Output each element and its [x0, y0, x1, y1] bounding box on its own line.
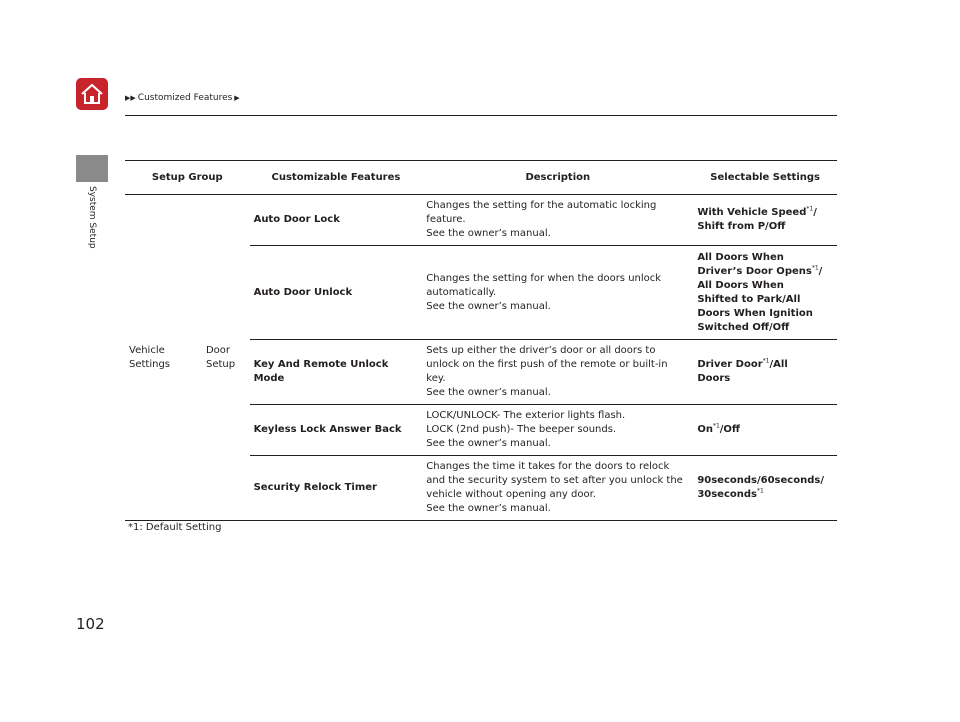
selectable-settings	[693, 246, 837, 340]
selectable-settings	[693, 340, 837, 405]
description-line: See the owner’s manual.	[426, 503, 551, 514]
setting-line	[697, 358, 833, 372]
setting-text: With Vehicle Speed	[697, 207, 807, 218]
breadcrumb-item[interactable]: Customized Features	[137, 93, 233, 103]
description-line: Changes the setting for the automatic locking	[426, 200, 657, 211]
setting-line	[697, 206, 833, 220]
footnote: *1: Default Setting	[128, 522, 222, 533]
setting-text: Driver Door	[697, 359, 763, 370]
setting-text: All Doors When	[697, 279, 784, 291]
setting-line	[697, 279, 833, 293]
setting-text: 30seconds	[697, 489, 757, 500]
header-rule	[125, 115, 837, 116]
header-customizable-features: Customizable Features	[250, 161, 423, 195]
description-line: key.	[426, 373, 446, 384]
feature-name: Auto Door Unlock	[250, 246, 423, 340]
description-line: vehicle without opening any door.	[426, 489, 596, 500]
selectable-settings	[693, 195, 837, 246]
section-tab[interactable]	[76, 155, 108, 182]
setting-text: Shifted to Park/All	[697, 293, 801, 305]
breadcrumb[interactable]	[125, 93, 240, 103]
default-marker: *1	[811, 264, 819, 272]
feature-name: Auto Door Lock	[250, 195, 423, 246]
customizable-features-table	[125, 160, 837, 521]
setting-text: Doors When Ignition	[697, 307, 813, 319]
feature-description	[422, 456, 693, 521]
home-button[interactable]	[76, 78, 108, 110]
selectable-settings	[693, 405, 837, 456]
breadcrumb-arrow-icon: ▶▶	[125, 94, 136, 102]
setting-line	[697, 293, 833, 307]
setup-subgroup-cell: Door Setup	[202, 195, 250, 521]
setting-line	[697, 474, 833, 488]
selectable-settings	[693, 456, 837, 521]
setting-text: Switched Off/Off	[697, 321, 790, 333]
description-line: See the owner’s manual.	[426, 228, 551, 239]
feature-description	[422, 246, 693, 340]
setting-separator: /All	[769, 359, 788, 370]
description-line: automatically.	[426, 286, 497, 298]
feature-name: Security Relock Timer	[250, 456, 423, 521]
description-line: See the owner’s manual.	[426, 300, 551, 312]
setting-text: Driver’s Door Opens	[697, 265, 812, 277]
description-line: LOCK (2nd push)- The beeper sounds.	[426, 424, 617, 435]
setup-group-cell: Vehicle Settings	[125, 195, 202, 521]
feature-description	[422, 405, 693, 456]
description-line: Sets up either the driver’s door or all doors to	[426, 345, 656, 356]
description-line: and the security system to set after you unlock the	[426, 475, 683, 486]
breadcrumb-arrow-icon: ▶	[234, 94, 240, 102]
setting-text: Doors	[697, 373, 731, 384]
description-line: feature.	[426, 214, 466, 225]
description-line: unlock on the first push of the remote or built-in	[426, 359, 668, 370]
setting-text: 90seconds/60seconds/	[697, 475, 824, 486]
setting-text: Shift from P/Off	[697, 221, 786, 232]
setting-separator: /	[818, 265, 823, 277]
description-line: Changes the setting for when the doors unlock	[426, 272, 662, 284]
setting-text: On	[697, 424, 713, 435]
setting-separator: /Off	[719, 424, 741, 435]
description-line: See the owner’s manual.	[426, 387, 551, 398]
default-marker: *1	[806, 205, 814, 213]
setting-line	[697, 321, 833, 335]
setting-line	[697, 251, 833, 265]
feature-name: Keyless Lock Answer Back	[250, 405, 423, 456]
default-marker: *1	[757, 487, 764, 495]
setting-text: All Doors When	[697, 251, 784, 263]
home-icon	[80, 83, 104, 105]
description-line: Changes the time it takes for the doors to relock	[426, 461, 670, 472]
section-label: System Setup	[87, 186, 97, 249]
feature-description	[422, 340, 693, 405]
page-number: 102	[76, 615, 105, 633]
header-setup-group: Setup Group	[125, 161, 250, 195]
table-row	[125, 195, 837, 246]
setting-line	[697, 423, 833, 437]
setting-line	[697, 488, 833, 502]
description-line: LOCK/UNLOCK- The exterior lights flash.	[426, 410, 626, 421]
header-description: Description	[422, 161, 693, 195]
setting-line	[697, 372, 833, 386]
setting-separator: /	[813, 207, 817, 218]
feature-name: Key And Remote Unlock Mode	[250, 340, 423, 405]
header-selectable-settings: Selectable Settings	[693, 161, 837, 195]
default-marker: *1	[762, 357, 770, 365]
setting-line	[697, 220, 833, 234]
description-line: See the owner’s manual.	[426, 438, 551, 449]
default-marker: *1	[712, 422, 720, 430]
setting-line	[697, 265, 833, 279]
setting-line	[697, 307, 833, 321]
feature-description	[422, 195, 693, 246]
